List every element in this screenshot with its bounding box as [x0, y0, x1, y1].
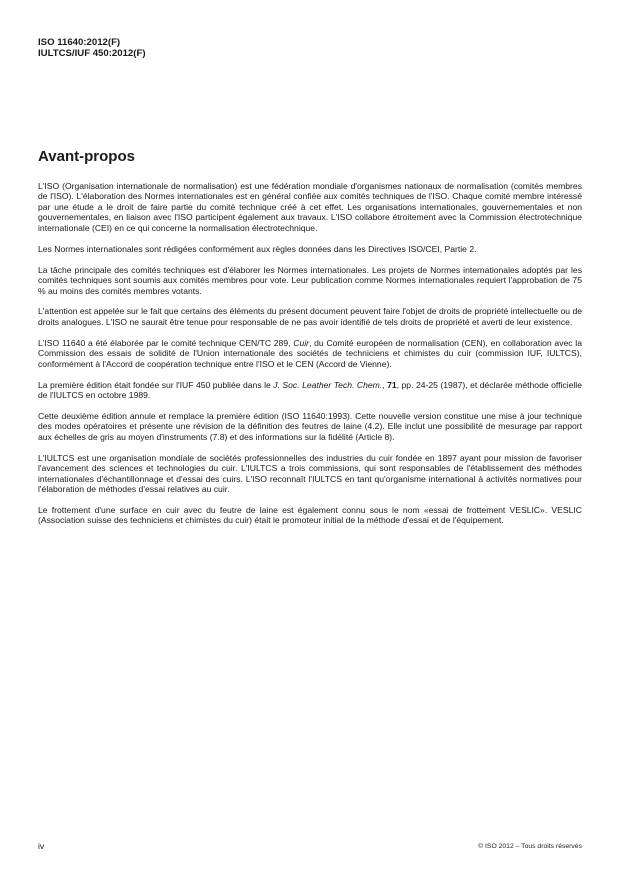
paragraph	[38, 380, 582, 401]
text-run: , du Comité européen de normalisation (CEN), en collaboration avec la Commission des essais de solidité de l'Union internationale des sociétés de techniciens et chimistes du cuir (commission IUF, IULTCS), conformément à l'Accord de coopération technique entre l'ISO et le CEN (Accord de Vienne).	[38, 337, 582, 369]
journal-title: J. Soc. Leather Tech. Chem.	[273, 379, 383, 390]
italic-text: Cuir	[293, 337, 310, 348]
document-body	[38, 181, 582, 536]
paragraph: Cette deuxième édition annule et remplace la première édition (ISO 11640:1993). Cette nouvelle version constitue une mise à jour technique des modes opératoires et présente une révision de la définition des feutres de laine (4.2). Elle inclut une possibilité de mesurage par rapport aux échelles de gris au moyen d'instruments (7.8) et des informations sur la fidélité (Article 8).	[38, 410, 582, 442]
iultcs-number: IULTCS/IUF 450:2012(F)	[38, 48, 146, 59]
paragraph: Le frottement d'une surface en cuir avec du feutre de laine est également connu sous le nom «essai de frottement VESLIC». VESLIC (Association suisse des techniciens et chimistes du cuir) était le promoteur initial de la méthode d'essai et de l'équipement.	[38, 504, 582, 526]
page-title: Avant-propos	[38, 148, 135, 165]
text-run: La première édition était fondée sur l'IUF 450 publiée dans le	[38, 379, 274, 390]
paragraph: L'ISO (Organisation internationale de normalisation) est une fédération mondiale d'organismes nationaux de normalisation (comités membres de l'ISO). L'élaboration des Normes internationales est en général confiée aux comités techniques de l'ISO. Chaque comité membre intéressé par une étude a le droit de faire partie du comité technique créé à cet effet. Les organisations internationales, gouvernementales et non gouvernementales, en liaison avec l'ISO participent également aux travaux. L'ISO collabore étroitement avec la Commission électrotechnique internationale (CEI) en ce qui concerne la normalisation électrotechnique.	[38, 181, 582, 233]
volume-number: 71	[387, 379, 397, 390]
paragraph	[38, 338, 582, 369]
page-number: iv	[38, 841, 45, 851]
text-run: , pp. 24-25 (1987), et déclarée méthode officielle de l'IULTCS en octobre 1989.	[38, 379, 582, 400]
document-header	[38, 37, 146, 59]
text-run: L'ISO 11640 a été élaborée par le comité technique CEN/TC 289,	[38, 337, 294, 348]
paragraph: L'IULTCS est une organisation mondiale de sociétés professionnelles des industries du cuir fondée en 1897 ayant pour mission de favoriser l'avancement des sciences et technologies du cuir. L'IULTCS a trois commissions, qui sont responsables de l'établissement des méthodes internationales d'échantillonnage et d'essai des cuirs. L'ISO reconnaît l'IULTCS en tant qu'organisme international à activités normatives pour l'élaboration de méthodes d'essai relatives au cuir.	[38, 452, 582, 495]
text-run: ,	[382, 379, 388, 390]
paragraph: Les Normes internationales sont rédigées conformément aux règles données dans les Directives ISO/CEI, Partie 2.	[38, 243, 477, 254]
copyright-notice: © ISO 2012 – Tous droits réservés	[478, 843, 582, 850]
paragraph: La tâche principale des comités techniques est d'élaborer les Normes internationales. Les projets de Normes internationales adoptés par les comités techniques sont soumis aux comités membres pour vote. Leur publication comme Normes internationales requiert l'approbation de 75 % au moins des comités membres votants.	[38, 264, 582, 296]
paragraph: L'attention est appelée sur le fait que certains des éléments du présent document peuvent faire l'objet de droits de propriété intellectuelle ou de droits analogues. L'ISO ne saurait être tenue pour responsable de ne pas avoir identifié de tels droits de propriété et averti de leur existence.	[38, 306, 582, 327]
standard-number: ISO 11640:2012(F)	[38, 37, 121, 48]
